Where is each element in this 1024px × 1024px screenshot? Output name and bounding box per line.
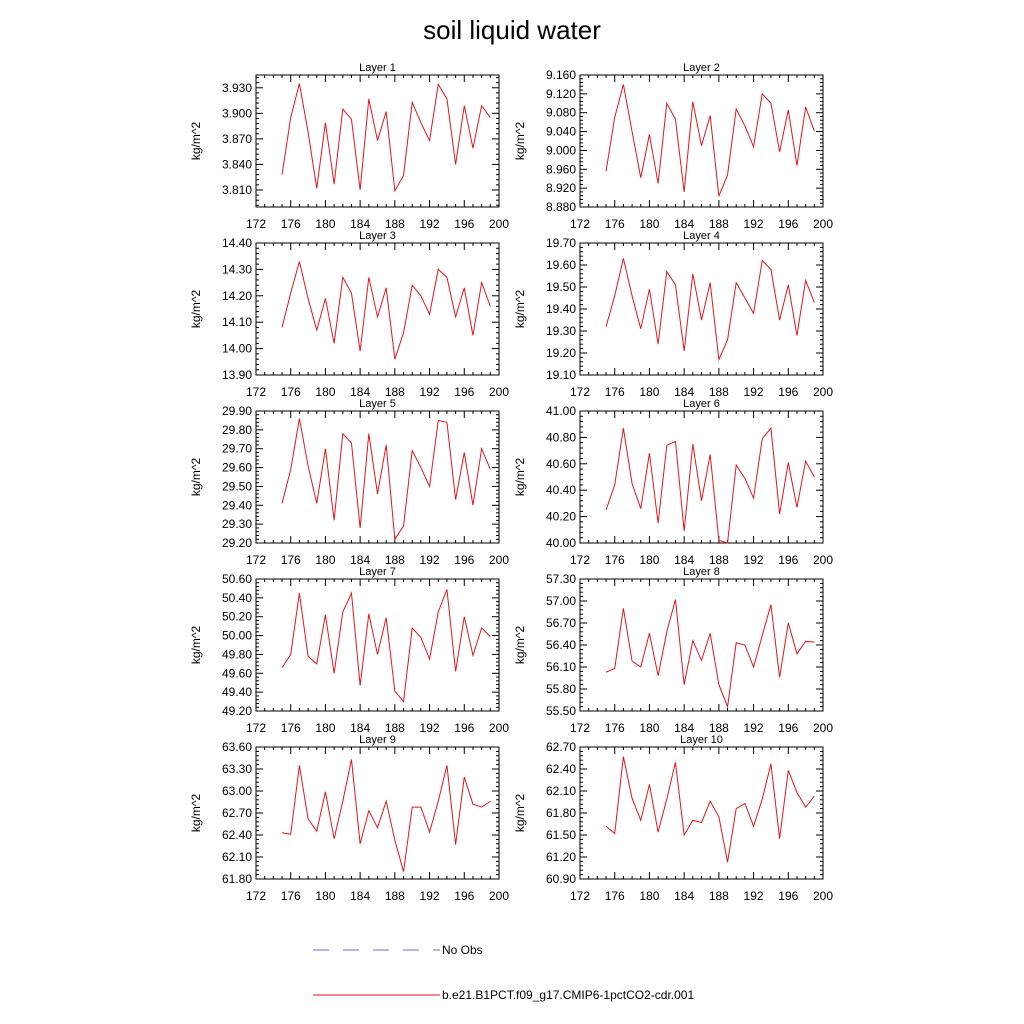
- x-tick-label: 176: [280, 721, 301, 735]
- series-line: [282, 84, 490, 191]
- y-tick-label: 55.50: [545, 704, 576, 718]
- panel-title: Layer 4: [683, 230, 720, 242]
- x-tick-label: 184: [350, 217, 371, 231]
- y-tick-label: 19.40: [545, 302, 576, 316]
- y-tick-label: 9.120: [545, 86, 576, 101]
- x-tick-label: 172: [245, 889, 267, 903]
- plot-frame: [256, 411, 499, 543]
- y-axis-label: kg/m^2: [513, 793, 527, 833]
- legend: [313, 943, 694, 1002]
- x-tick-label: 200: [812, 553, 834, 567]
- y-tick-label: 56.10: [545, 660, 576, 674]
- y-tick-label: 29.40: [221, 498, 252, 513]
- y-tick-label: 49.40: [221, 685, 252, 700]
- y-tick-label: 57.30: [545, 572, 576, 586]
- y-tick-label: 19.10: [545, 368, 576, 382]
- y-tick-label: 29.30: [221, 517, 252, 532]
- x-tick-label: 184: [350, 721, 371, 735]
- y-tick-label: 63.00: [221, 784, 252, 798]
- figure-title: soil liquid water: [423, 15, 601, 45]
- panel-title: Layer 3: [359, 230, 396, 242]
- x-tick-label: 196: [454, 385, 475, 399]
- x-tick-label: 180: [315, 889, 336, 903]
- panel-title: Layer 5: [359, 398, 396, 410]
- x-tick-label: 200: [488, 217, 510, 231]
- x-tick-label: 176: [604, 889, 625, 903]
- y-axis-label: kg/m^2: [513, 121, 527, 161]
- x-tick-label: 180: [639, 721, 660, 735]
- panel-layer-10: [513, 734, 833, 903]
- x-tick-label: 200: [812, 889, 834, 903]
- x-tick-label: 188: [708, 385, 729, 399]
- x-tick-label: 196: [778, 721, 799, 735]
- y-tick-label: 49.60: [221, 666, 252, 681]
- y-tick-label: 62.10: [545, 784, 576, 798]
- x-tick-label: 196: [778, 889, 799, 903]
- y-tick-label: 14.00: [221, 341, 252, 356]
- x-tick-label: 184: [350, 889, 371, 903]
- x-tick-label: 196: [778, 553, 799, 567]
- x-tick-label: 200: [812, 721, 834, 735]
- y-tick-label: 29.70: [221, 441, 252, 456]
- x-tick-label: 176: [604, 217, 625, 231]
- x-tick-label: 184: [350, 553, 371, 567]
- x-tick-label: 180: [639, 553, 660, 567]
- y-axis-label: kg/m^2: [189, 457, 203, 497]
- x-tick-label: 192: [419, 553, 440, 567]
- x-tick-label: 196: [454, 553, 475, 567]
- x-tick-label: 180: [315, 553, 336, 567]
- x-tick-label: 200: [812, 385, 834, 399]
- y-tick-label: 62.40: [545, 762, 576, 776]
- panel-title: Layer 6: [683, 398, 720, 410]
- y-tick-label: 9.160: [545, 68, 576, 82]
- y-axis-label: kg/m^2: [513, 457, 527, 497]
- y-axis-label: kg/m^2: [513, 625, 527, 665]
- series-line: [282, 759, 490, 871]
- panel-layer-1: [189, 62, 509, 231]
- y-tick-label: 19.30: [545, 324, 576, 338]
- plot-frame: [256, 747, 499, 879]
- y-tick-label: 63.60: [221, 740, 252, 754]
- x-tick-label: 192: [419, 217, 440, 231]
- x-tick-label: 176: [280, 889, 301, 903]
- x-tick-label: 192: [419, 385, 440, 399]
- x-tick-label: 180: [315, 217, 336, 231]
- x-tick-label: 176: [280, 385, 301, 399]
- panel-title: Layer 9: [359, 734, 396, 746]
- x-tick-label: 172: [245, 553, 267, 567]
- x-tick-label: 188: [708, 217, 729, 231]
- panel-title: Layer 8: [683, 566, 720, 578]
- x-tick-label: 172: [245, 721, 267, 735]
- x-tick-label: 200: [488, 553, 510, 567]
- plot-frame: [580, 243, 823, 375]
- y-tick-label: 14.30: [221, 262, 252, 277]
- plot-frame: [580, 75, 823, 207]
- y-tick-label: 29.50: [221, 479, 252, 494]
- x-tick-label: 200: [488, 385, 510, 399]
- y-axis-label: kg/m^2: [189, 121, 203, 161]
- y-tick-label: 14.10: [221, 315, 252, 330]
- y-tick-label: 3.900: [221, 106, 252, 121]
- x-tick-label: 192: [743, 721, 764, 735]
- y-tick-label: 13.90: [221, 368, 252, 382]
- series-line: [606, 428, 814, 543]
- y-tick-label: 61.50: [545, 828, 576, 842]
- x-tick-label: 192: [419, 889, 440, 903]
- y-tick-label: 61.80: [545, 806, 576, 820]
- x-tick-label: 176: [280, 217, 301, 231]
- y-axis-label: kg/m^2: [189, 289, 203, 329]
- y-tick-label: 3.840: [221, 157, 252, 172]
- x-tick-label: 200: [488, 889, 510, 903]
- x-tick-label: 184: [674, 721, 695, 735]
- x-tick-label: 192: [743, 889, 764, 903]
- y-tick-label: 19.20: [545, 346, 576, 360]
- x-tick-label: 188: [384, 553, 405, 567]
- x-tick-label: 180: [639, 889, 660, 903]
- y-tick-label: 40.60: [545, 456, 576, 471]
- panel-layer-2: [513, 62, 833, 231]
- y-tick-label: 3.930: [221, 80, 252, 95]
- x-tick-label: 184: [350, 385, 371, 399]
- x-tick-label: 188: [384, 721, 405, 735]
- y-tick-label: 62.70: [221, 806, 252, 820]
- x-tick-label: 184: [674, 553, 695, 567]
- y-axis-label: kg/m^2: [189, 625, 203, 665]
- plot-frame: [256, 243, 499, 375]
- x-tick-label: 196: [454, 889, 475, 903]
- y-tick-label: 61.80: [221, 872, 252, 886]
- y-tick-label: 49.20: [221, 704, 252, 718]
- y-tick-label: 62.10: [221, 850, 252, 864]
- x-tick-label: 180: [639, 385, 660, 399]
- x-tick-label: 196: [454, 217, 475, 231]
- x-tick-label: 192: [419, 721, 440, 735]
- y-tick-label: 49.80: [221, 647, 252, 662]
- series-line: [282, 419, 490, 540]
- legend-label-model-run: b.e21.B1PCT.f09_g17.CMIP6-1pctCO2-cdr.001: [442, 988, 695, 1002]
- x-tick-label: 184: [674, 385, 695, 399]
- x-tick-label: 196: [778, 217, 799, 231]
- x-tick-label: 188: [384, 385, 405, 399]
- y-tick-label: 63.30: [221, 762, 252, 776]
- x-tick-label: 172: [569, 385, 591, 399]
- panels: [189, 62, 833, 903]
- y-tick-label: 8.880: [545, 200, 576, 214]
- y-tick-label: 40.00: [545, 536, 576, 550]
- panel-layer-6: [513, 398, 833, 567]
- x-tick-label: 172: [569, 553, 591, 567]
- plot-frame: [580, 579, 823, 711]
- y-tick-label: 61.20: [545, 850, 576, 864]
- y-tick-label: 41.00: [545, 404, 576, 418]
- series-line: [606, 84, 814, 196]
- x-tick-label: 200: [488, 721, 510, 735]
- x-tick-label: 196: [778, 385, 799, 399]
- y-axis-label: kg/m^2: [513, 289, 527, 329]
- plot-frame: [256, 75, 499, 207]
- y-tick-label: 9.040: [545, 124, 576, 139]
- y-tick-label: 40.40: [545, 483, 576, 498]
- y-tick-label: 9.000: [545, 143, 576, 158]
- panel-layer-3: [189, 230, 509, 399]
- y-tick-label: 19.60: [545, 258, 576, 272]
- series-line: [606, 600, 814, 707]
- x-tick-label: 176: [604, 385, 625, 399]
- legend-label-no-obs: No Obs: [442, 943, 483, 957]
- y-tick-label: 60.90: [545, 872, 576, 886]
- y-tick-label: 55.80: [545, 682, 576, 696]
- y-tick-label: 40.80: [545, 430, 576, 445]
- panel-title: Layer 7: [359, 566, 396, 578]
- panel-layer-5: [189, 398, 509, 567]
- x-tick-label: 172: [569, 217, 591, 231]
- y-tick-label: 3.870: [221, 131, 252, 146]
- y-tick-label: 14.20: [221, 288, 252, 303]
- panel-layer-7: [189, 566, 509, 735]
- plot-frame: [580, 411, 823, 543]
- x-tick-label: 192: [743, 553, 764, 567]
- x-tick-label: 184: [674, 889, 695, 903]
- panel-layer-9: [189, 734, 509, 903]
- y-tick-label: 8.960: [545, 162, 576, 177]
- y-tick-label: 50.20: [221, 609, 252, 624]
- x-tick-label: 172: [245, 385, 267, 399]
- series-line: [606, 757, 814, 863]
- y-tick-label: 3.810: [221, 182, 252, 197]
- y-tick-label: 50.00: [221, 628, 252, 643]
- y-tick-label: 19.70: [545, 236, 576, 250]
- series-line: [282, 589, 490, 701]
- x-tick-label: 180: [639, 217, 660, 231]
- x-tick-label: 188: [708, 721, 729, 735]
- series-line: [282, 261, 490, 359]
- x-tick-label: 188: [708, 553, 729, 567]
- y-tick-label: 56.40: [545, 638, 576, 652]
- y-tick-label: 40.20: [545, 509, 576, 524]
- y-tick-label: 50.40: [221, 590, 252, 605]
- y-tick-label: 57.00: [545, 594, 576, 608]
- panel-title: Layer 1: [359, 62, 396, 74]
- panel-title: Layer 10: [680, 734, 723, 746]
- x-tick-label: 176: [604, 721, 625, 735]
- series-line: [606, 258, 814, 359]
- x-tick-label: 188: [384, 217, 405, 231]
- x-tick-label: 172: [569, 721, 591, 735]
- y-tick-label: 62.40: [221, 828, 252, 842]
- y-axis-label: kg/m^2: [189, 793, 203, 833]
- x-tick-label: 196: [454, 721, 475, 735]
- x-tick-label: 176: [280, 553, 301, 567]
- y-tick-label: 29.80: [221, 422, 252, 437]
- y-tick-label: 50.60: [221, 572, 252, 586]
- y-tick-label: 62.70: [545, 740, 576, 754]
- x-tick-label: 188: [384, 889, 405, 903]
- x-tick-label: 188: [708, 889, 729, 903]
- panel-layer-8: [513, 566, 833, 735]
- y-tick-label: 19.50: [545, 280, 576, 294]
- y-tick-label: 8.920: [545, 181, 576, 196]
- x-tick-label: 184: [674, 217, 695, 231]
- x-tick-label: 200: [812, 217, 834, 231]
- x-tick-label: 180: [315, 721, 336, 735]
- x-tick-label: 172: [245, 217, 267, 231]
- y-tick-label: 56.70: [545, 616, 576, 630]
- y-tick-label: 14.40: [221, 236, 252, 250]
- x-tick-label: 176: [604, 553, 625, 567]
- y-tick-label: 29.90: [221, 404, 252, 418]
- x-tick-label: 172: [569, 889, 591, 903]
- y-tick-label: 9.080: [545, 105, 576, 120]
- x-tick-label: 180: [315, 385, 336, 399]
- x-tick-label: 192: [743, 217, 764, 231]
- panel-title: Layer 2: [683, 62, 720, 74]
- plot-frame: [580, 747, 823, 879]
- y-tick-label: 29.20: [221, 536, 252, 550]
- panel-layer-4: [513, 230, 833, 399]
- x-tick-label: 192: [743, 385, 764, 399]
- y-tick-label: 29.60: [221, 460, 252, 475]
